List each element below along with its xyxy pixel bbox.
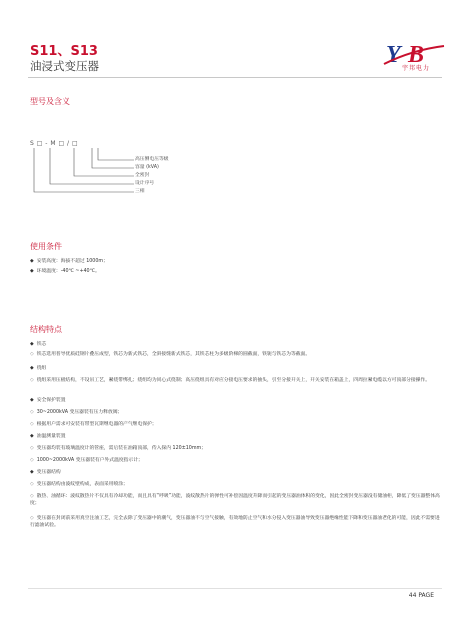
structure-item: ◇ 绕组采用压板结构，不设吊工艺，紧绕带绑扎；绕组均为同心式绕制；高压绕组具有对应分接电压要求的抽头，引至分接开关上，开关安装在箱盖上，四周拉紧电缆以方可顶部分接操作。 bbox=[30, 378, 431, 383]
label-sealed: 全密封 bbox=[135, 173, 150, 178]
structure-item: ◇ 变压器均装有玻璃温度计的管座，需后装在油箱顶部，侍入探内 120±10mm； bbox=[30, 446, 206, 451]
structure-item: ◇ 散热、油循环：波纹散热片不仅具有冷却功能，而且具有“呼吸”功能，波纹散热片的弹性可补偿因温度升降而引起的变压器油体积的变化，因此全密封变压器没有储油柜，降低了变压器整体高度； bbox=[30, 494, 440, 506]
structure-item: ◆ 安全保护装置 bbox=[30, 398, 66, 403]
usage-item: ◆ 安装高度：海拔不超过 1000m； bbox=[30, 259, 108, 264]
footer-divider bbox=[28, 588, 442, 589]
structure-item: ◇ 1000~2000kVA 变压器装有户外式温度指示计； bbox=[30, 458, 143, 463]
label-design: 设计序号 bbox=[135, 181, 155, 186]
label-voltage: 高压侧电压等级 bbox=[135, 157, 169, 162]
header-divider bbox=[28, 77, 442, 78]
model-code: S □ - M □ / □ bbox=[30, 140, 79, 147]
usage-item: ◆ 环境温度：-40℃ ~+40℃。 bbox=[30, 269, 100, 274]
product-title-cn: 油浸式变压器 bbox=[30, 59, 99, 73]
structure-item: ◇ 30~2000kVA 变压器装有压力释放阀； bbox=[30, 410, 123, 415]
structure-item: ◆ 铁芯 bbox=[30, 342, 47, 347]
label-three-phase: 三相 bbox=[135, 189, 145, 194]
product-title-en: S11、S13 bbox=[30, 44, 98, 59]
structure-item: ◇ 变压器在封闭前采用真空注油工艺，完全去除了变压器中的潮气，变压器油不与空气接触，有效地防止空气和水分侵入变压器油导致变压器绝缘性能下降和变压器油老化的可能，因此不需要进行滤油试验。 bbox=[30, 516, 440, 528]
label-capacity: 容量 (kVA) bbox=[135, 165, 159, 170]
structure-item: ◆ 绕组 bbox=[30, 366, 47, 371]
svg-text:B: B bbox=[408, 42, 425, 68]
company-name: 宇邦电力 bbox=[402, 65, 431, 72]
structure-item: ◆ 变压器结构 bbox=[30, 470, 61, 475]
usage-heading: 使用条件 bbox=[30, 242, 62, 251]
structure-item: ◇ 铁芯选用普导优质硅钢片叠压成型，铁芯为新式铁芯，全斜接缝新式铁芯，其铁芯柱为多级阶梯的圆截面，铁轭与铁芯为等截面。 bbox=[30, 352, 311, 357]
structure-item: ◇ 根据用户需求可安装有带型瓦斯继电器的产气继电保护； bbox=[30, 422, 157, 427]
structure-heading: 结构特点 bbox=[30, 325, 62, 334]
svg-text:Y: Y bbox=[386, 42, 401, 68]
model-diagram bbox=[30, 148, 150, 204]
model-heading: 型号及含义 bbox=[30, 97, 70, 106]
page-number: 44 PAGE bbox=[408, 592, 434, 599]
structure-item: ◇ 变压器结构由波纹壁构成，表面采用喷涂； bbox=[30, 482, 128, 487]
structure-item: ◆ 油温测量装置 bbox=[30, 434, 66, 439]
